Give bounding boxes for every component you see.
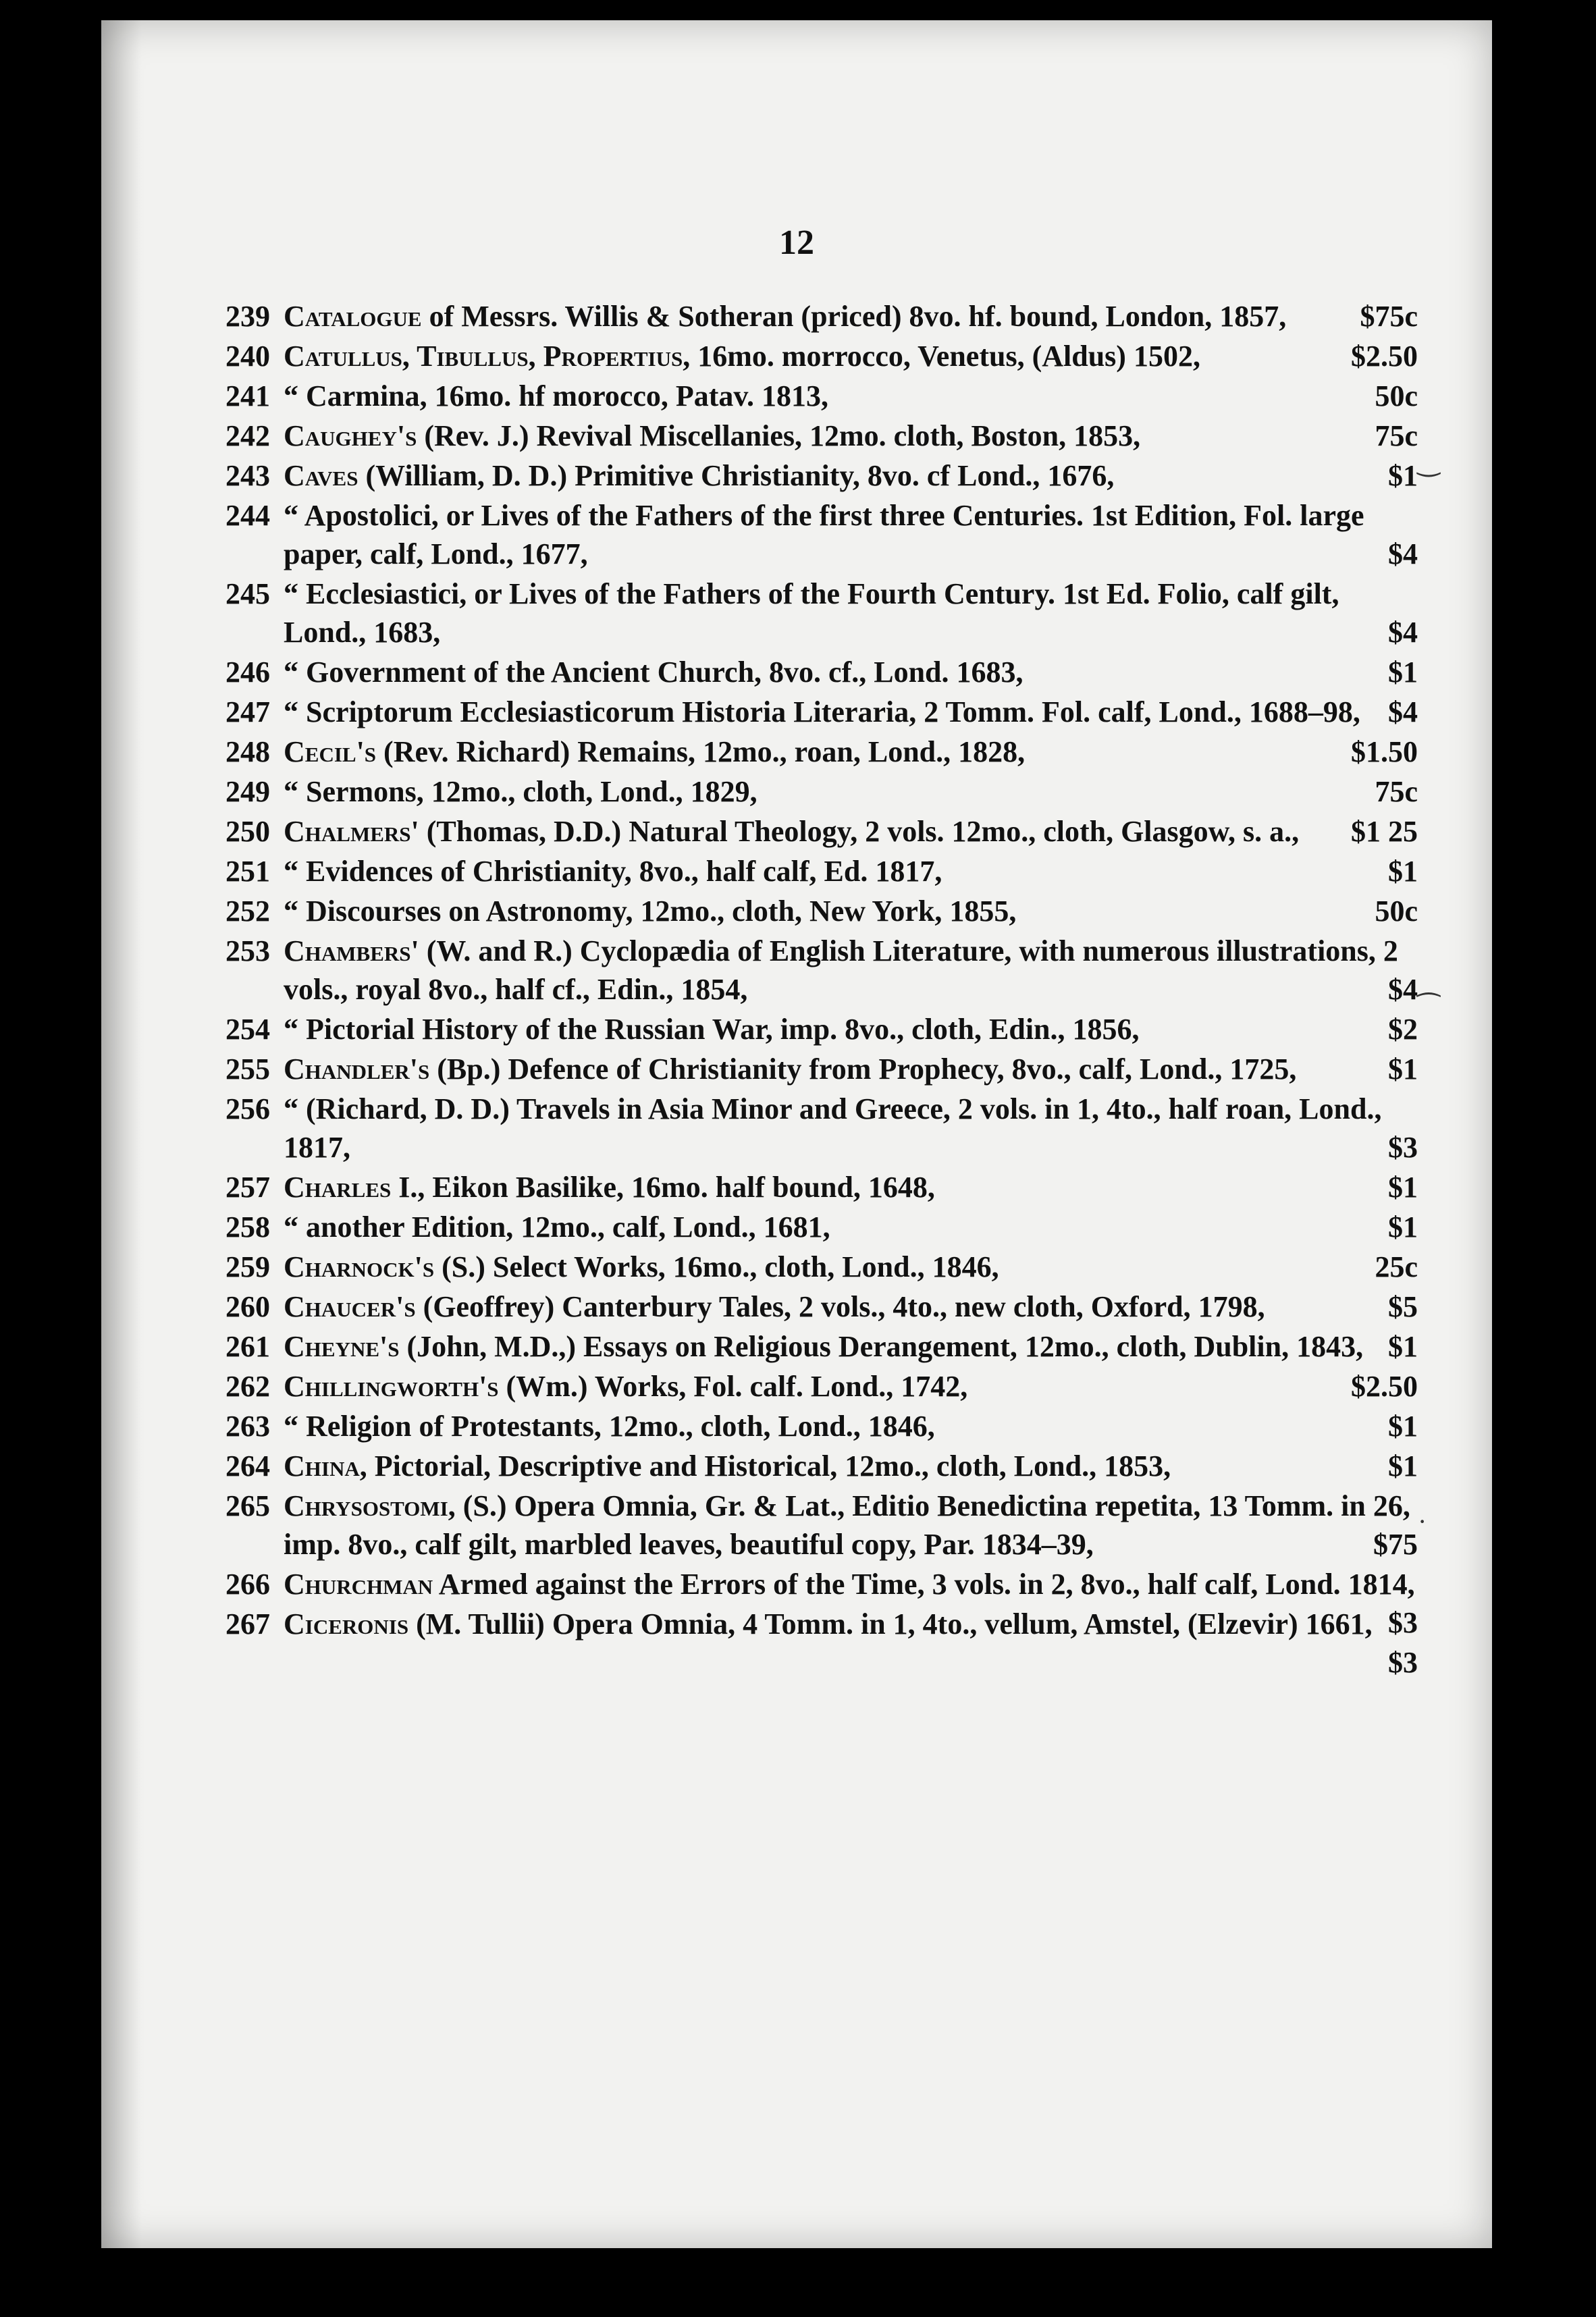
entry-heading: Churchman (284, 1568, 433, 1601)
entry-text: “ another Edition, 12mo., calf, Lond., 1681, (284, 1210, 830, 1244)
entry-heading: Chalmers' (284, 815, 419, 848)
entry-number: 264 (225, 1449, 270, 1483)
entry-heading: Charles I., (284, 1171, 425, 1204)
catalogue-entry (225, 892, 1418, 930)
catalogue-entry (225, 1168, 1418, 1206)
entry-text: “ (Richard, D. D.) Travels in Asia Minor and Greece, 2 vols. in 1, 4to., half roan, Lond., 1817, (284, 1092, 1382, 1164)
entry-body (284, 1050, 1418, 1088)
entry-body (284, 1090, 1418, 1167)
entry-number: 244 (225, 499, 270, 532)
entry-text: (John, M.D.,) Essays on Religious Derangement, 12mo., cloth, Dublin, 1843, (399, 1330, 1364, 1363)
entry-body (284, 1447, 1418, 1485)
entry-text: “ Pictorial History of the Russian War, imp. 8vo., cloth, Edin., 1856, (284, 1013, 1140, 1046)
entry-body (284, 1407, 1418, 1445)
catalogue-entry (225, 575, 1418, 651)
catalogue-entry (225, 1050, 1418, 1088)
entry-text: 16mo. morrocco, Venetus, (Aldus) 1502, (690, 340, 1200, 373)
catalogue-entry (225, 733, 1418, 771)
entry-body (284, 772, 1418, 811)
entry-body (284, 496, 1418, 573)
entry-heading: Charnock's (284, 1250, 435, 1283)
entry-number: 260 (225, 1290, 270, 1323)
entry-body (284, 812, 1418, 851)
entry-number: 248 (225, 735, 270, 768)
entry-heading: Chandler's (284, 1053, 430, 1086)
entry-price: $4 (1388, 537, 1418, 570)
entry-text: Armed against the Errors of the Time, 3 vols. in 2, 8vo., half calf, Lond. 1814, (433, 1568, 1415, 1601)
entry-price: $2.50 (1351, 1370, 1418, 1403)
entry-heading: Caves (284, 459, 358, 492)
entry-body (284, 297, 1418, 336)
entry-price: $3 (1388, 1646, 1418, 1679)
entry-price: $1 (1388, 855, 1418, 888)
entry-body (284, 1208, 1418, 1246)
catalogue-entry (225, 812, 1418, 851)
catalogue-page (101, 20, 1492, 2248)
margin-mark: ⁀ (1418, 993, 1440, 1023)
entry-price: $1 (1388, 1449, 1418, 1483)
entry-price: $1.50 (1351, 735, 1418, 768)
entry-text: “ Government of the Ancient Church, 8vo. cf., Lond. 1683, (284, 656, 1023, 689)
entry-body (284, 377, 1418, 415)
entry-heading: Cheyne's (284, 1330, 400, 1363)
entry-heading: Catalogue (284, 300, 422, 333)
entry-heading: Ciceronis (284, 1607, 409, 1641)
entry-text: Pictorial, Descriptive and Historical, 12mo., cloth, Lond., 1853, (367, 1449, 1171, 1483)
entry-text: (Wm.) Works, Fol. calf. Lond., 1742, (498, 1370, 968, 1403)
entry-heading: China, (284, 1449, 367, 1483)
entry-text: (Thomas, D.D.) Natural Theology, 2 vols. 12mo., cloth, Glasgow, s. a., (419, 815, 1300, 848)
entry-text: Eikon Basilike, 16mo. half bound, 1648, (425, 1171, 935, 1204)
entry-number: 257 (225, 1171, 270, 1204)
entry-heading: Chambers' (284, 934, 419, 967)
catalogue-entry (225, 1248, 1418, 1286)
entry-number: 255 (225, 1053, 270, 1086)
catalogue-entry (225, 1287, 1418, 1326)
entry-text: “ Discourses on Astronomy, 12mo., cloth, New York, 1855, (284, 895, 1017, 928)
entry-number: 247 (225, 695, 270, 728)
entry-text: of Messrs. Willis & Sotheran (priced) 8vo. hf. bound, London, 1857, (421, 300, 1287, 333)
catalogue-entry (225, 337, 1418, 375)
entry-text: (Rev. J.) Revival Miscellanies, 12mo. cloth, Boston, 1853, (417, 419, 1141, 452)
entry-price: $4 (1388, 616, 1418, 649)
entry-price: 75c (1375, 775, 1418, 808)
entry-heading: Catullus, Tibullus, Propertius, (284, 340, 691, 373)
entry-price: $1 (1388, 1171, 1418, 1204)
entry-body (284, 337, 1418, 375)
margin-mark: · (1418, 1506, 1427, 1537)
catalogue-entry (225, 852, 1418, 890)
entry-body (284, 653, 1418, 691)
entry-price: 50c (1375, 379, 1418, 412)
catalogue-entry (225, 1327, 1418, 1366)
entry-price: 50c (1375, 895, 1418, 928)
entry-number: 259 (225, 1250, 270, 1283)
entry-price: $5 (1388, 1290, 1418, 1323)
entry-price: $75 (1373, 1528, 1418, 1561)
catalogue-entry (225, 496, 1418, 573)
entry-text: “ Carmina, 16mo. hf morocco, Patav. 1813, (284, 379, 828, 412)
entry-body (284, 1605, 1418, 1679)
entry-price: $75c (1360, 300, 1418, 333)
entry-price: $1 (1388, 459, 1418, 492)
entry-body (284, 1287, 1418, 1326)
entry-number: 251 (225, 855, 270, 888)
entry-heading: Chillingworth's (284, 1370, 499, 1403)
entry-number: 266 (225, 1568, 270, 1601)
entry-text: “ Sermons, 12mo., cloth, Lond., 1829, (284, 775, 757, 808)
entry-number: 254 (225, 1013, 270, 1046)
entry-text: “ Religion of Protestants, 12mo., cloth, Lond., 1846, (284, 1410, 935, 1443)
entry-body (284, 417, 1418, 455)
entry-number: 253 (225, 934, 270, 967)
entry-text: “ Ecclesiastici, or Lives of the Fathers of the Fourth Century. 1st Ed. Folio, calf gilt, Lond., 1683, (284, 577, 1339, 649)
entry-text: (Geoffrey) Canterbury Tales, 2 vols., 4to., new cloth, Oxford, 1798, (415, 1290, 1265, 1323)
entry-number: 239 (225, 300, 270, 333)
entry-body (284, 733, 1418, 771)
entry-text: (S.) Opera Omnia, Gr. & Lat., Editio Benedictina repetita, 13 Tomm. in 26, imp. 8vo., calf gilt, marbled leaves, beautiful copy, Par. 1834–39, (284, 1489, 1410, 1561)
entry-body (284, 1248, 1418, 1286)
entry-heading: Caughey's (284, 419, 417, 452)
entry-text: “ Evidences of Christianity, 8vo., half calf, Ed. 1817, (284, 855, 942, 888)
entry-heading: Chrysostomi, (284, 1489, 456, 1522)
entry-price: $1 (1388, 1330, 1418, 1363)
entry-number: 261 (225, 1330, 270, 1363)
catalogue-entry (225, 1407, 1418, 1445)
catalogue-entry (225, 1367, 1418, 1406)
entry-price: 25c (1375, 1250, 1418, 1283)
entry-body (284, 852, 1418, 890)
entry-number: 246 (225, 656, 270, 689)
entry-text: (William, D. D.) Primitive Christianity, 8vo. cf Lond., 1676, (358, 459, 1115, 492)
entry-body (284, 1010, 1418, 1048)
entry-price: $1 (1388, 1410, 1418, 1443)
entry-number: 265 (225, 1489, 270, 1522)
catalogue-entry (225, 653, 1418, 691)
catalogue-entry (225, 456, 1418, 495)
entry-number: 245 (225, 577, 270, 610)
entry-number: 262 (225, 1370, 270, 1403)
entry-price: $4 (1388, 973, 1418, 1006)
entry-body (284, 575, 1418, 651)
entry-price: $1 (1388, 1053, 1418, 1086)
entry-price: $2 (1388, 1013, 1418, 1046)
entry-text: (Bp.) Defence of Christianity from Prophecy, 8vo., calf, Lond., 1725, (429, 1053, 1297, 1086)
entry-body (284, 892, 1418, 930)
entry-price: $3 (1388, 1131, 1418, 1164)
catalogue-entry (225, 1208, 1418, 1246)
entry-body (284, 1367, 1418, 1406)
catalogue-entry (225, 1090, 1418, 1167)
entry-price: $1 25 (1351, 815, 1418, 848)
entry-number: 242 (225, 419, 270, 452)
page-number: 12 (779, 223, 814, 262)
entry-text: (W. and R.) Cyclopædia of English Literature, with numerous illustrations, 2 vols., royal 8vo., half cf., Edin., 1854, (284, 934, 1398, 1006)
entry-body (284, 932, 1418, 1009)
entry-number: 249 (225, 775, 270, 808)
entry-number: 267 (225, 1607, 270, 1641)
entry-body (284, 1327, 1418, 1366)
entry-price: $4 (1388, 695, 1418, 728)
entry-number: 258 (225, 1210, 270, 1244)
entry-number: 241 (225, 379, 270, 412)
entry-price: $1 (1388, 1210, 1418, 1244)
entry-body (284, 1487, 1418, 1564)
entry-price: $3 (1388, 1606, 1418, 1639)
entry-number: 263 (225, 1410, 270, 1443)
entry-number: 252 (225, 895, 270, 928)
entry-text: “ Scriptorum Ecclesiasticorum Historia Literaria, 2 Tomm. Fol. calf, Lond., 1688–98, (284, 695, 1360, 728)
entry-body (284, 456, 1418, 495)
entry-heading: Cecil's (284, 735, 377, 768)
margin-mark: ‿ (1418, 446, 1440, 477)
entry-text: (Rev. Richard) Remains, 12mo., roan, Lond., 1828, (376, 735, 1026, 768)
catalogue-entry (225, 772, 1418, 811)
entry-heading: Chaucer's (284, 1290, 416, 1323)
catalogue-entry (225, 693, 1418, 731)
entry-list (225, 297, 1418, 1682)
entry-body (284, 1168, 1418, 1206)
entry-price: 75c (1375, 419, 1418, 452)
catalogue-entry (225, 932, 1418, 1009)
catalogue-entry (225, 1487, 1418, 1564)
entry-number: 250 (225, 815, 270, 848)
entry-text: “ Apostolici, or Lives of the Fathers of the first three Centuries. 1st Edition, Fol. large paper, calf, Lond., 1677, (284, 499, 1364, 570)
entry-price: $2.50 (1351, 340, 1418, 373)
entry-text: (M. Tullii) Opera Omnia, 4 Tomm. in 1, 4to., vellum, Amstel, (Elzevir) 1661, (408, 1607, 1373, 1641)
catalogue-entry (225, 1605, 1418, 1679)
catalogue-entry (225, 1010, 1418, 1048)
catalogue-entry (225, 297, 1418, 336)
catalogue-entry (225, 1447, 1418, 1485)
entry-number: 256 (225, 1092, 270, 1125)
catalogue-entry (225, 417, 1418, 455)
entry-number: 243 (225, 459, 270, 492)
entry-body (284, 693, 1418, 731)
entry-price: $1 (1388, 656, 1418, 689)
entry-number: 240 (225, 340, 270, 373)
entry-text: (S.) Select Works, 16mo., cloth, Lond., 1846, (434, 1250, 999, 1283)
catalogue-entry (225, 377, 1418, 415)
